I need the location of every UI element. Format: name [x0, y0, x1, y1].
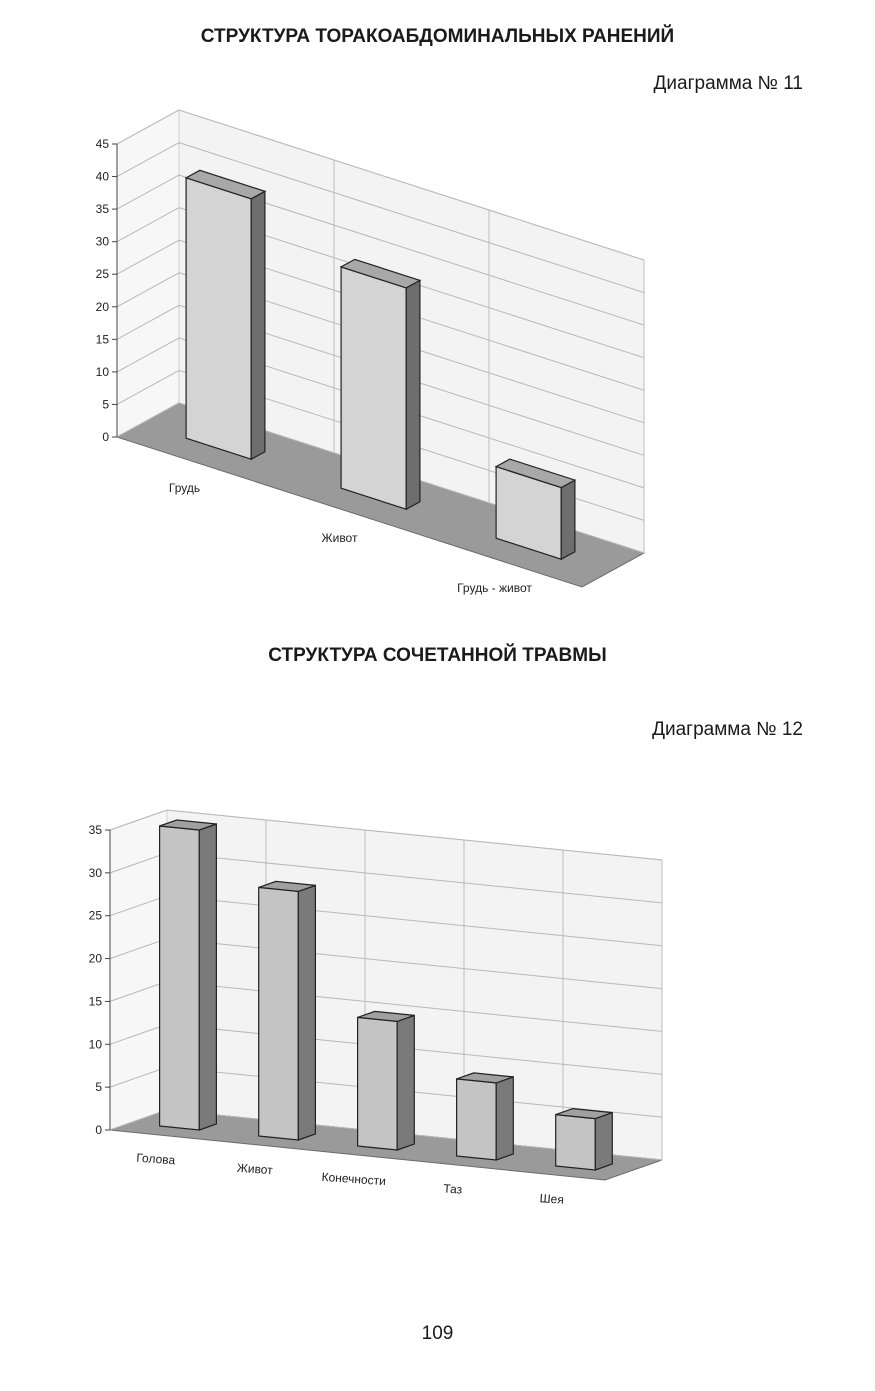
chart1-plot — [0, 95, 875, 595]
chart1-y-tick-label: 15 — [88, 994, 102, 1009]
chart0-y-tick-label: 15 — [95, 332, 109, 347]
chart1-bar — [160, 820, 217, 1130]
chart1-category-label: Живот — [236, 1160, 274, 1178]
chart1-y-tick-label: 20 — [88, 951, 102, 966]
chart1-title: СТРУКТУРА ТОРАКОАБДОМИНАЛЬНЫХ РАНЕНИЙ — [200, 26, 675, 47]
bar-front-face — [259, 887, 299, 1140]
chart1-bar — [259, 881, 316, 1140]
chart1-category-label: Голова — [135, 1150, 176, 1168]
chart1-bar — [457, 1073, 514, 1160]
chart0-y-tick-label: 45 — [95, 137, 109, 151]
bar-side-face — [199, 824, 216, 1130]
chart0-y-tick-label: 10 — [95, 364, 109, 379]
bar-front-face — [457, 1079, 497, 1160]
chart0-y-tick-label: 40 — [95, 169, 109, 184]
chart1-y-tick-label: 5 — [95, 1080, 102, 1095]
chart0-bar — [341, 259, 420, 509]
bar-side-face — [595, 1113, 612, 1170]
bar-front-face — [556, 1115, 596, 1170]
chart1-y-tick-label: 0 — [95, 1123, 102, 1137]
chart1-y-tick-label: 10 — [88, 1037, 102, 1052]
bar-front-face — [358, 1017, 398, 1150]
chart1-y-tick-label: 25 — [88, 908, 102, 923]
chart1-y-tick-label: 30 — [88, 865, 102, 880]
chart2-plot — [0, 790, 875, 1250]
chart0-y-tick-label: 35 — [95, 202, 109, 217]
chart0-category-label: Грудь - живот — [457, 581, 532, 595]
chart0-y-tick-label: 5 — [102, 397, 109, 412]
chart2-title: СТРУКТУРА СОЧЕТАННОЙ ТРАВМЫ — [268, 645, 607, 666]
chart2-diagram-label: Диаграмма № 12 — [652, 719, 803, 740]
chart0-category-label: Грудь — [168, 481, 201, 495]
chart1-side-wall — [110, 810, 167, 1130]
chart1-diagram-label: Диаграмма № 11 — [653, 73, 803, 94]
bar-side-face — [496, 1077, 513, 1160]
chart0-y-tick-label: 20 — [95, 299, 109, 314]
chart1-category-label: Шея — [539, 1191, 565, 1207]
chart1-y-tick-label: 35 — [88, 823, 102, 837]
chart0-y-tick-label: 30 — [95, 234, 109, 249]
bar-side-face — [251, 191, 265, 459]
chart0-y-tick-label: 25 — [95, 267, 109, 282]
chart1-category-label: Конечности — [321, 1169, 387, 1189]
bar-front-face — [160, 826, 200, 1130]
bar-front-face — [341, 267, 406, 509]
chart0-category-label: Живот — [321, 531, 358, 545]
bar-side-face — [406, 280, 420, 509]
bar-side-face — [298, 885, 315, 1140]
chart1-bar — [556, 1109, 613, 1170]
bar-side-face — [397, 1015, 414, 1150]
page-number: 109 — [421, 1323, 454, 1344]
bar-side-face — [561, 480, 575, 559]
chart0-bar — [186, 170, 265, 459]
bar-front-face — [186, 178, 251, 459]
chart0-y-tick-label: 0 — [102, 430, 109, 444]
chart1-bar — [358, 1011, 415, 1150]
chart1-category-label: Таз — [442, 1181, 463, 1197]
